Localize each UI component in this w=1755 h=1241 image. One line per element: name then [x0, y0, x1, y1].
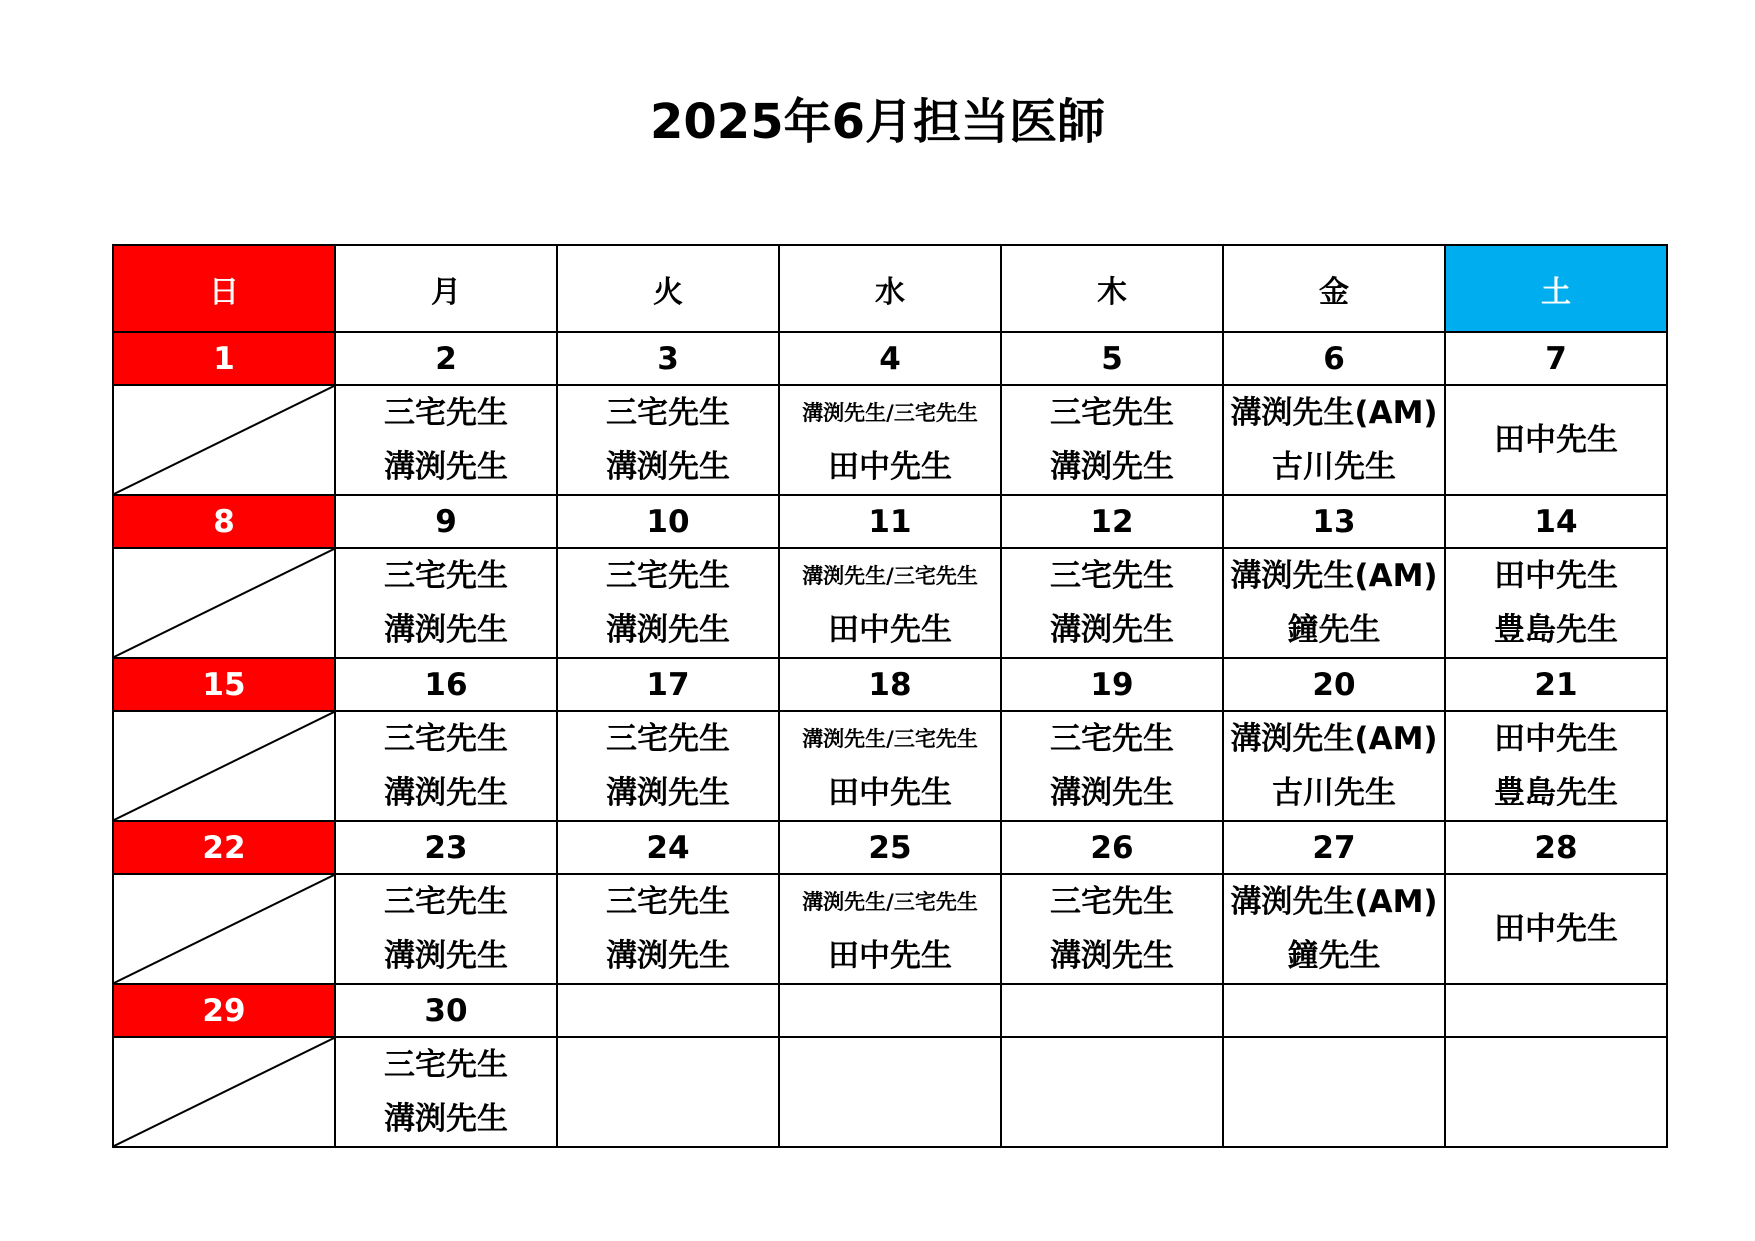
- date-cell-friday: [1223, 984, 1445, 1037]
- doctor-schedule-calendar: [112, 244, 1668, 1148]
- doctor-cell-tuesday: [557, 548, 779, 658]
- doctor-cell-thursday: [1001, 548, 1223, 658]
- diagonal-slash: [114, 712, 334, 820]
- doctor-name: 溝渕先生(AM): [1230, 721, 1438, 757]
- doctor-name: 溝渕先生: [1050, 449, 1174, 485]
- doctor-name: 溝渕先生/三宅先生: [802, 890, 978, 914]
- date-cell-saturday: 14: [1445, 495, 1667, 548]
- date-cell-monday: 9: [335, 495, 557, 548]
- doctor-cell-thursday: [1001, 1037, 1223, 1147]
- doctor-name: 溝渕先生(AM): [1230, 395, 1438, 431]
- doctor-name: 田中先生: [1494, 911, 1618, 947]
- doctor-name: 古川先生: [1272, 775, 1396, 811]
- date-cell-sunday: 15: [113, 658, 335, 711]
- doctor-name: 三宅先生: [606, 395, 730, 431]
- doctor-row: [113, 1037, 1667, 1147]
- doctor-name: 三宅先生: [384, 721, 508, 757]
- doctor-name: 溝渕先生: [384, 449, 508, 485]
- doctor-name: 三宅先生: [1050, 884, 1174, 920]
- date-cell-saturday: 28: [1445, 821, 1667, 874]
- date-cell-saturday: 21: [1445, 658, 1667, 711]
- date-row: [113, 821, 1667, 874]
- doctor-cell-monday: [335, 874, 557, 984]
- date-cell-wednesday: 11: [779, 495, 1001, 548]
- doctor-cell-thursday: [1001, 711, 1223, 821]
- doctor-cell-wednesday: [779, 548, 1001, 658]
- doctor-cell-saturday: [1445, 711, 1667, 821]
- doctor-name: 三宅先生: [1050, 721, 1174, 757]
- doctor-name: 三宅先生: [606, 884, 730, 920]
- date-cell-tuesday: [557, 984, 779, 1037]
- date-cell-thursday: 12: [1001, 495, 1223, 548]
- weekday-header-row: [113, 245, 1667, 332]
- doctor-row: [113, 385, 1667, 495]
- weekday-header-wednesday: 水: [779, 245, 1001, 332]
- doctor-name: 溝渕先生: [1050, 612, 1174, 648]
- doctor-name: 溝渕先生(AM): [1230, 884, 1438, 920]
- doctor-name: 田中先生: [828, 938, 952, 974]
- date-cell-thursday: [1001, 984, 1223, 1037]
- doctor-cell-wednesday: [779, 711, 1001, 821]
- doctor-name: 田中先生: [828, 449, 952, 485]
- date-cell-sunday: 1: [113, 332, 335, 385]
- doctor-cell-saturday: [1445, 385, 1667, 495]
- doctor-name: 溝渕先生/三宅先生: [802, 727, 978, 751]
- date-cell-thursday: 19: [1001, 658, 1223, 711]
- diagonal-slash: [114, 386, 334, 494]
- date-cell-monday: 16: [335, 658, 557, 711]
- weekday-header-saturday: 土: [1445, 245, 1667, 332]
- date-cell-friday: 6: [1223, 332, 1445, 385]
- diagonal-slash: [114, 875, 334, 983]
- date-cell-wednesday: [779, 984, 1001, 1037]
- doctor-name: 溝渕先生: [384, 775, 508, 811]
- date-cell-monday: 30: [335, 984, 557, 1037]
- closed-day-cell: [113, 874, 335, 984]
- date-row: [113, 984, 1667, 1037]
- doctor-cell-monday: [335, 385, 557, 495]
- doctor-name: 溝渕先生(AM): [1230, 558, 1438, 594]
- doctor-name: 溝渕先生: [1050, 775, 1174, 811]
- date-cell-wednesday: 25: [779, 821, 1001, 874]
- doctor-name: 三宅先生: [384, 395, 508, 431]
- date-cell-tuesday: 24: [557, 821, 779, 874]
- weekday-header-tuesday: 火: [557, 245, 779, 332]
- closed-day-cell: [113, 1037, 335, 1147]
- doctor-cell-monday: [335, 548, 557, 658]
- weekday-header-friday: 金: [1223, 245, 1445, 332]
- doctor-cell-friday: [1223, 385, 1445, 495]
- date-cell-thursday: 26: [1001, 821, 1223, 874]
- doctor-name: 田中先生: [828, 612, 952, 648]
- doctor-name: 溝渕先生: [606, 775, 730, 811]
- doctor-name: 三宅先生: [384, 1047, 508, 1083]
- page-title: 2025年6月担当医師: [650, 94, 1105, 150]
- doctor-name: 溝渕先生: [606, 612, 730, 648]
- doctor-name: 溝渕先生: [384, 612, 508, 648]
- date-cell-saturday: 7: [1445, 332, 1667, 385]
- doctor-name: 溝渕先生: [384, 1101, 508, 1137]
- doctor-cell-friday: [1223, 711, 1445, 821]
- doctor-cell-saturday: [1445, 548, 1667, 658]
- doctor-cell-wednesday: [779, 874, 1001, 984]
- date-cell-monday: 2: [335, 332, 557, 385]
- doctor-name: 豊島先生: [1494, 612, 1618, 648]
- date-cell-sunday: 29: [113, 984, 335, 1037]
- doctor-cell-saturday: [1445, 874, 1667, 984]
- doctor-row: [113, 548, 1667, 658]
- date-row: [113, 658, 1667, 711]
- doctor-cell-thursday: [1001, 874, 1223, 984]
- date-cell-wednesday: 18: [779, 658, 1001, 711]
- doctor-cell-friday: [1223, 1037, 1445, 1147]
- doctor-name: 三宅先生: [606, 721, 730, 757]
- date-cell-friday: 13: [1223, 495, 1445, 548]
- date-cell-friday: 27: [1223, 821, 1445, 874]
- doctor-name: 溝渕先生/三宅先生: [802, 401, 978, 425]
- doctor-cell-friday: [1223, 548, 1445, 658]
- date-cell-tuesday: 3: [557, 332, 779, 385]
- doctor-row: [113, 711, 1667, 821]
- weekday-header-sunday: 日: [113, 245, 335, 332]
- date-row: [113, 495, 1667, 548]
- doctor-cell-thursday: [1001, 385, 1223, 495]
- doctor-cell-wednesday: [779, 1037, 1001, 1147]
- doctor-name: 溝渕先生/三宅先生: [802, 564, 978, 588]
- date-cell-saturday: [1445, 984, 1667, 1037]
- diagonal-slash: [114, 1038, 334, 1146]
- date-cell-thursday: 5: [1001, 332, 1223, 385]
- doctor-name: 三宅先生: [384, 884, 508, 920]
- doctor-name: 溝渕先生: [606, 449, 730, 485]
- doctor-name: 三宅先生: [1050, 395, 1174, 431]
- date-cell-sunday: 22: [113, 821, 335, 874]
- doctor-name: 豊島先生: [1494, 775, 1618, 811]
- date-cell-tuesday: 10: [557, 495, 779, 548]
- weekday-header-thursday: 木: [1001, 245, 1223, 332]
- doctor-name: 三宅先生: [1050, 558, 1174, 594]
- doctor-cell-tuesday: [557, 1037, 779, 1147]
- doctor-cell-saturday: [1445, 1037, 1667, 1147]
- doctor-name: 鐘先生: [1287, 938, 1381, 974]
- closed-day-cell: [113, 385, 335, 495]
- doctor-name: 田中先生: [1494, 721, 1618, 757]
- doctor-cell-tuesday: [557, 874, 779, 984]
- closed-day-cell: [113, 711, 335, 821]
- date-row: [113, 332, 1667, 385]
- doctor-cell-monday: [335, 1037, 557, 1147]
- doctor-name: 溝渕先生: [384, 938, 508, 974]
- date-cell-monday: 23: [335, 821, 557, 874]
- date-cell-wednesday: 4: [779, 332, 1001, 385]
- doctor-name: 鐘先生: [1287, 612, 1381, 648]
- doctor-cell-wednesday: [779, 385, 1001, 495]
- doctor-name: 田中先生: [1494, 558, 1618, 594]
- closed-day-cell: [113, 548, 335, 658]
- doctor-name: 溝渕先生: [1050, 938, 1174, 974]
- doctor-row: [113, 874, 1667, 984]
- doctor-name: 田中先生: [828, 775, 952, 811]
- doctor-name: 古川先生: [1272, 449, 1396, 485]
- doctor-name: 溝渕先生: [606, 938, 730, 974]
- doctor-name: 田中先生: [1494, 422, 1618, 458]
- doctor-cell-tuesday: [557, 711, 779, 821]
- weekday-header-monday: 月: [335, 245, 557, 332]
- date-cell-friday: 20: [1223, 658, 1445, 711]
- date-cell-sunday: 8: [113, 495, 335, 548]
- doctor-cell-monday: [335, 711, 557, 821]
- diagonal-slash: [114, 549, 334, 657]
- doctor-name: 三宅先生: [384, 558, 508, 594]
- doctor-name: 三宅先生: [606, 558, 730, 594]
- doctor-cell-friday: [1223, 874, 1445, 984]
- date-cell-tuesday: 17: [557, 658, 779, 711]
- doctor-cell-tuesday: [557, 385, 779, 495]
